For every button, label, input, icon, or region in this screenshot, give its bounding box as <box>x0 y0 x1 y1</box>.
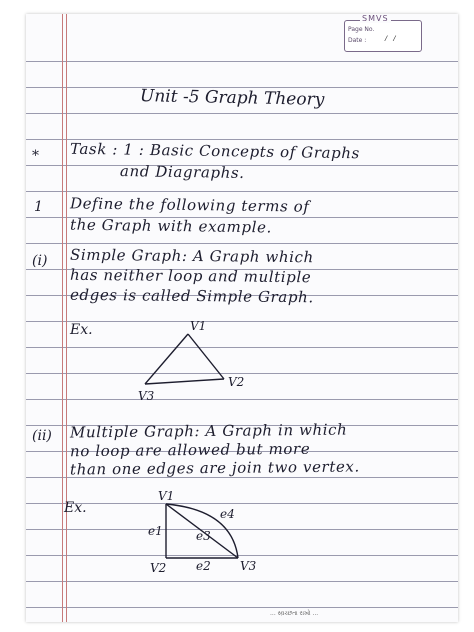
question-number: 1 <box>34 199 43 215</box>
page-footer-text: ... સ્વ઼ચ્છતા રાખો ... <box>270 610 319 617</box>
simple-graph-line2: has neither loop and multiple <box>69 265 312 287</box>
task-heading-line2: and Diagraphs. <box>119 162 245 182</box>
task-marker: * <box>32 148 39 164</box>
edge-label-e2: e2 <box>196 559 211 573</box>
item-i-marker: (i) <box>32 253 48 269</box>
vertex-label-v1: V1 <box>190 319 207 333</box>
edge-label-e1: e1 <box>148 524 163 538</box>
task-heading-line1: Task : 1 : Basic Concepts of Graphs <box>69 139 360 163</box>
example-1-label: Ex. <box>70 322 93 338</box>
multiple-graph-line2: no loop are allowed but more <box>69 439 311 461</box>
page-title: Unit -5 Graph Theory <box>139 86 325 110</box>
edge-label-e3: e3 <box>196 529 211 543</box>
page-no-label: Page No. <box>348 26 375 33</box>
multiple-graph-line3: than one edges are join two vertex. <box>69 457 360 479</box>
item-ii-marker: (ii) <box>32 428 52 444</box>
question-line1: Define the following terms of <box>69 194 310 216</box>
vertex-label-v3: V3 <box>138 389 155 403</box>
simple-graph-line1: Simple Graph: A Graph which <box>69 245 314 267</box>
vertex-label-v3: V3 <box>240 559 257 573</box>
vertex-label-v2: V2 <box>150 561 167 575</box>
edge-label-e4: e4 <box>220 507 235 521</box>
question-line2: the Graph with example. <box>69 215 273 237</box>
brand-logo-text: SMVS <box>362 14 389 23</box>
vertex-label-v1: V1 <box>158 489 175 503</box>
vertex-label-v2: V2 <box>228 375 245 389</box>
multiple-graph-line1: Multiple Graph: A Graph in which <box>69 420 348 442</box>
example-2-label: Ex. <box>64 500 87 516</box>
date-value: / / <box>384 36 397 44</box>
date-label: Date : <box>348 37 367 44</box>
simple-graph-line3: edges is called Simple Graph. <box>69 285 314 307</box>
